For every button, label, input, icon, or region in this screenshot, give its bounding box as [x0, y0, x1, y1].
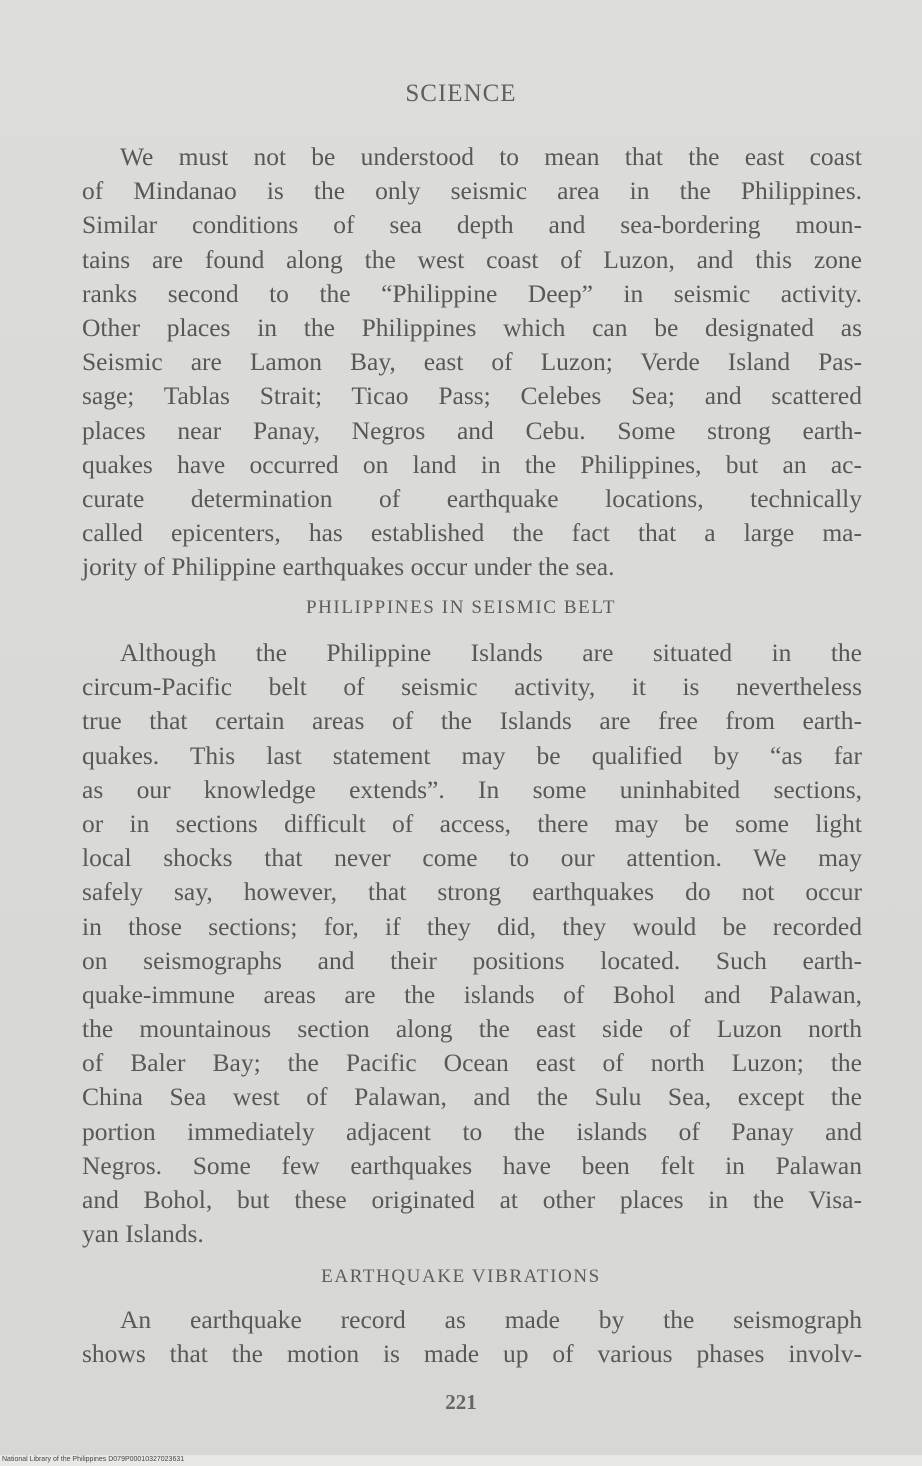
paragraph-east-coast: [82, 140, 862, 584]
text-line: of Baler Bay; the Pacific Ocean east of north Luzon; the: [82, 1048, 862, 1078]
text-line: curate determination of earthquake locations, technically: [82, 483, 862, 513]
text-line: portion immediately adjacent to the islands of Panay and: [82, 1116, 862, 1146]
running-head: SCIENCE: [405, 80, 517, 107]
paragraph-earthquake-record: [82, 1303, 862, 1371]
text-line: as our knowledge extends”. In some uninhabited sections,: [82, 774, 862, 804]
text-line: the mountainous section along the east side of Luzon north: [82, 1014, 862, 1044]
text-line: on seismographs and their positions located. Such earth-: [82, 945, 862, 975]
text-line: ranks second to the “Philippine Deep” in seismic activity.: [82, 278, 862, 308]
text-line: shows that the motion is made up of various phases involv-: [82, 1339, 862, 1369]
text-line: of Mindanao is the only seismic area in the Philippines.: [82, 176, 862, 206]
section-heading-seismic-belt: PHILIPPINES IN SEISMIC BELT: [305, 597, 617, 618]
text-line: safely say, however, that strong earthquakes do not occur: [82, 877, 862, 907]
text-line: circum-Pacific belt of seismic activity, it is nevertheless: [82, 672, 862, 702]
text-line: Similar conditions of sea depth and sea-bordering moun-: [82, 210, 862, 240]
text-line: in those sections; for, if they did, they would be recorded: [82, 911, 862, 941]
text-line: yan Islands.: [82, 1219, 204, 1249]
text-line: quakes have occurred on land in the Philippines, but an ac-: [82, 449, 862, 479]
text-line: tains are found along the west coast of Luzon, and this zone: [82, 244, 862, 274]
paragraph-seismic-belt: [82, 636, 862, 1251]
text-line: China Sea west of Palawan, and the Sulu Sea, except the: [82, 1082, 862, 1112]
text-line: Other places in the Philippines which can be designated as: [82, 312, 862, 342]
text-line: Although the Philippine Islands are situated in the: [120, 638, 862, 667]
text-line: true that certain areas of the Islands are free from earth-: [82, 706, 862, 736]
text-line: jority of Philippine earthquakes occur under the sea.: [82, 552, 615, 582]
section-heading-earthquake-vibrations: EARTHQUAKE VIBRATIONS: [321, 1266, 601, 1287]
scan-footer-note: National Library of the Philippines D079P00010327023631: [2, 1456, 185, 1463]
text-line: and Bohol, but these originated at other places in the Visa-: [82, 1185, 862, 1214]
text-line: sage; Tablas Strait; Ticao Pass; Celebes Sea; and scattered: [82, 381, 862, 411]
text-line: Seismic are Lamon Bay, east of Luzon; Verde Island Pas-: [82, 347, 862, 377]
text-line: quakes. This last statement may be qualified by “as far: [82, 740, 862, 770]
text-line: Negros. Some few earthquakes have been felt in Palawan: [82, 1150, 862, 1180]
text-line: We must not be understood to mean that the east coast: [120, 142, 862, 171]
text-line: local shocks that never come to our attention. We may: [82, 843, 862, 873]
text-line: or in sections difficult of access, there may be some light: [82, 808, 862, 838]
text-line: called epicenters, has established the fact that a large ma-: [82, 518, 862, 548]
text-line: An earthquake record as made by the seismograph: [120, 1305, 862, 1334]
text-line: quake-immune areas are the islands of Bohol and Palawan,: [82, 979, 862, 1009]
text-line: places near Panay, Negros and Cebu. Some strong earth-: [82, 415, 862, 445]
page-number: 221: [445, 1390, 477, 1414]
